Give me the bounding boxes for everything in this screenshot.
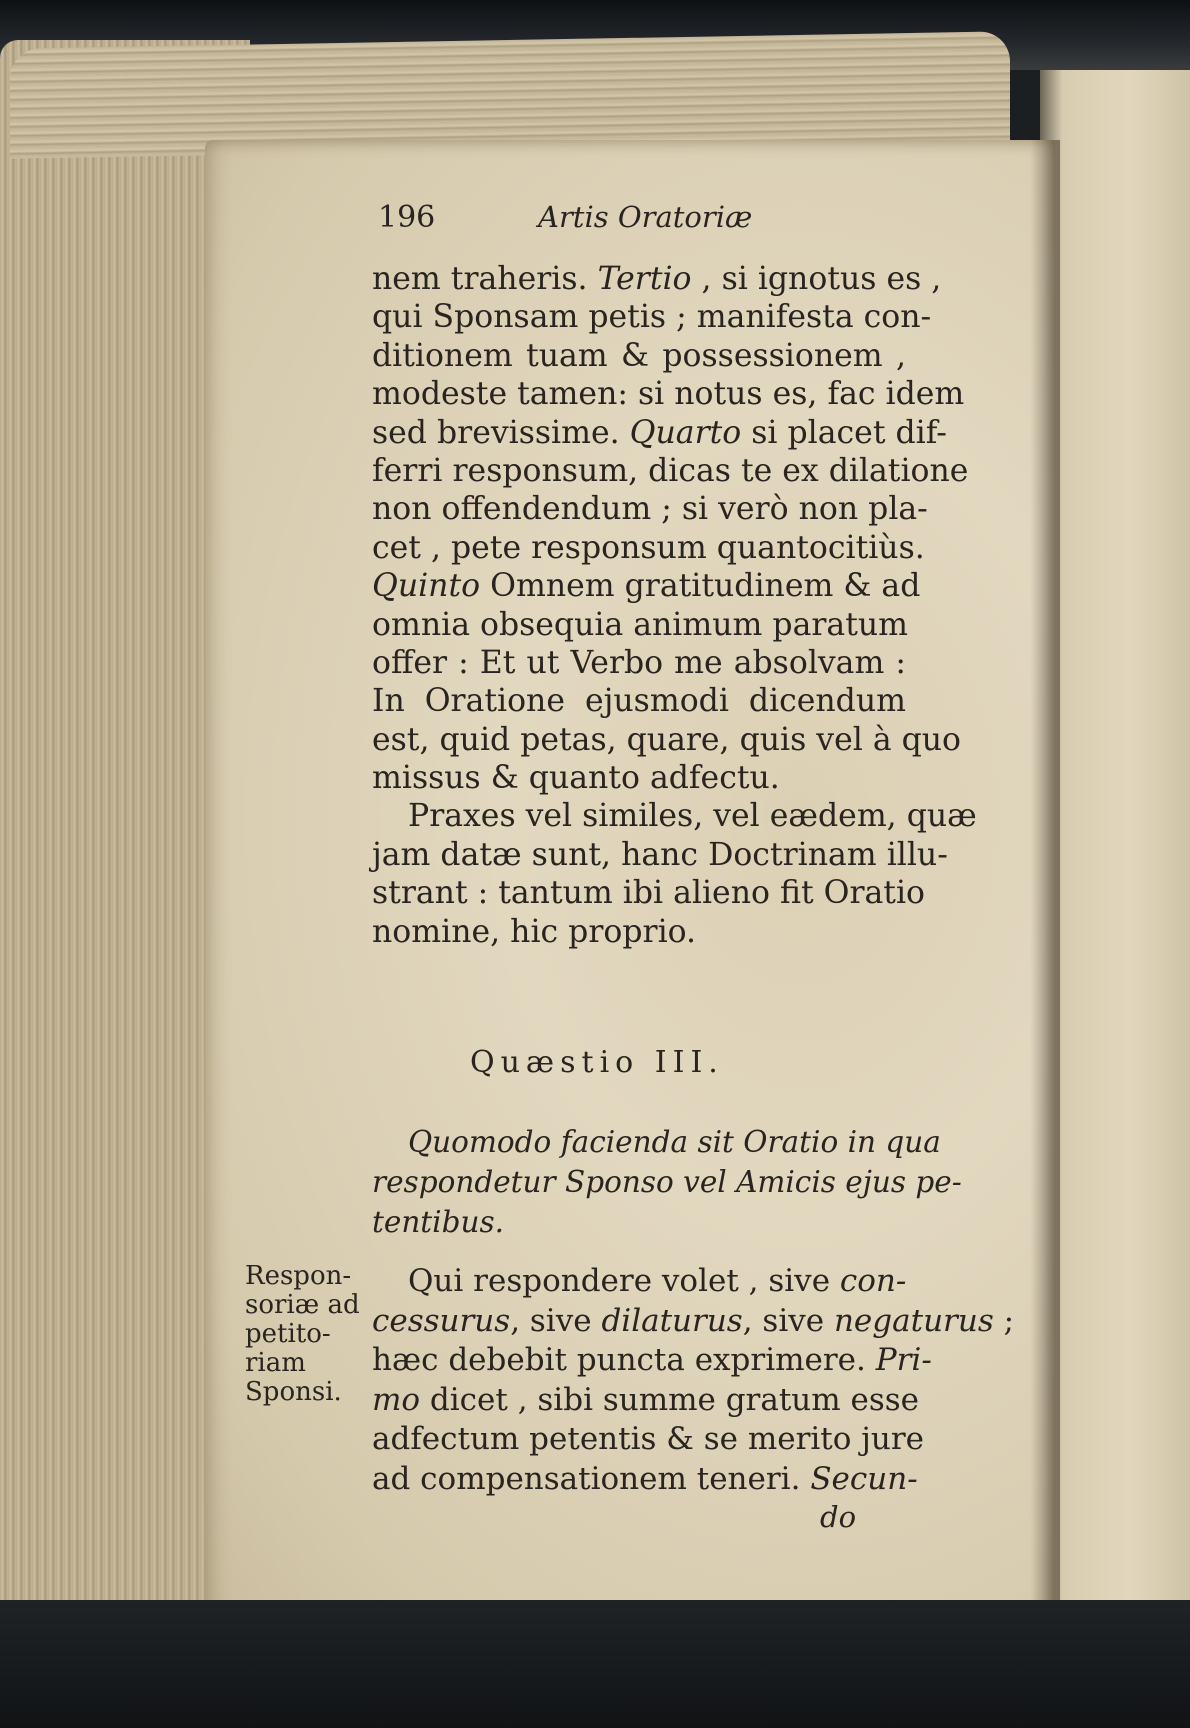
gutter-shadow bbox=[1030, 140, 1060, 1640]
body-line: cet , pete responsum quantocitiùs. bbox=[372, 529, 925, 566]
body-line: omnia obsequia animum paratum bbox=[372, 606, 909, 643]
answer-line: mo dicet , sibi summe gratum esse bbox=[372, 1381, 920, 1418]
book-bottom-shadow bbox=[0, 1600, 1190, 1728]
margin-note bbox=[245, 1262, 365, 1407]
answer-line: cessurus, sive dilaturus, sive negaturus ; bbox=[372, 1302, 1015, 1339]
answer-line: ad compensationem teneri. Secun- bbox=[372, 1460, 918, 1497]
margin-note-line: Sponsi. bbox=[245, 1377, 342, 1407]
running-title: Artis Oratoriæ bbox=[538, 200, 753, 234]
body-line: Quinto Omnem gratitudinem & ad bbox=[372, 568, 921, 605]
question-line: Quomodo facienda sit Oratio in qua bbox=[408, 1125, 941, 1159]
section-heading: Quæstio III. bbox=[470, 1045, 724, 1080]
body-line: nem traheris. Tertio , si ignotus es , bbox=[372, 261, 942, 297]
question-line: tentibus. bbox=[372, 1205, 505, 1239]
praxes-line: strant : tantum ibi alieno fit Oratio bbox=[372, 875, 926, 912]
page-number: 196 bbox=[378, 200, 436, 235]
question-line: respondetur Sponso vel Amicis ejus pe- bbox=[372, 1165, 962, 1199]
question-text bbox=[372, 1122, 962, 1242]
body-line: sed brevissime. Quarto si placet dif- bbox=[372, 414, 947, 451]
body-line: est, quid petas, quare, quis vel à quo bbox=[372, 721, 962, 758]
body-line: ferri responsum, dicas te ex dilatione bbox=[372, 452, 969, 489]
praxes-line: jam datæ sunt, hanc Doctrinam illu- bbox=[372, 836, 948, 873]
body-line: modeste tamen: si notus es, fac idem bbox=[372, 376, 965, 413]
catchword: do bbox=[820, 1500, 857, 1534]
margin-note-line: petito- bbox=[245, 1319, 331, 1349]
body-line: ditionem tuam & possessionem , bbox=[372, 337, 906, 374]
facing-page-edge bbox=[1040, 70, 1190, 1630]
margin-note-line: riam bbox=[245, 1348, 306, 1378]
body-line: qui Sponsam petis ; manifesta con- bbox=[372, 299, 932, 336]
body-line: In Oratione ejusmodi dicendum bbox=[372, 683, 906, 720]
answer-line: hæc debebit puncta exprimere. Pri- bbox=[372, 1342, 932, 1378]
praxes-line: Praxes vel similes, vel eædem, quæ bbox=[408, 798, 977, 835]
body-line: non offendendum ; si verò non pla- bbox=[372, 491, 928, 528]
margin-note-line: Respon- bbox=[245, 1261, 352, 1291]
body-text bbox=[372, 260, 977, 951]
body-line: offer : Et ut Verbo me absolvam : bbox=[372, 644, 906, 681]
running-head bbox=[378, 200, 878, 250]
answer-line: Qui respondere volet , sive con- bbox=[408, 1263, 907, 1299]
body-line: missus & quanto adfectu. bbox=[372, 760, 780, 797]
praxes-line: nomine, hic proprio. bbox=[372, 913, 697, 950]
margin-note-line: soriæ ad bbox=[245, 1290, 360, 1320]
answer-text bbox=[372, 1262, 1015, 1499]
answer-line: adfectum petentis & se merito jure bbox=[372, 1421, 925, 1457]
